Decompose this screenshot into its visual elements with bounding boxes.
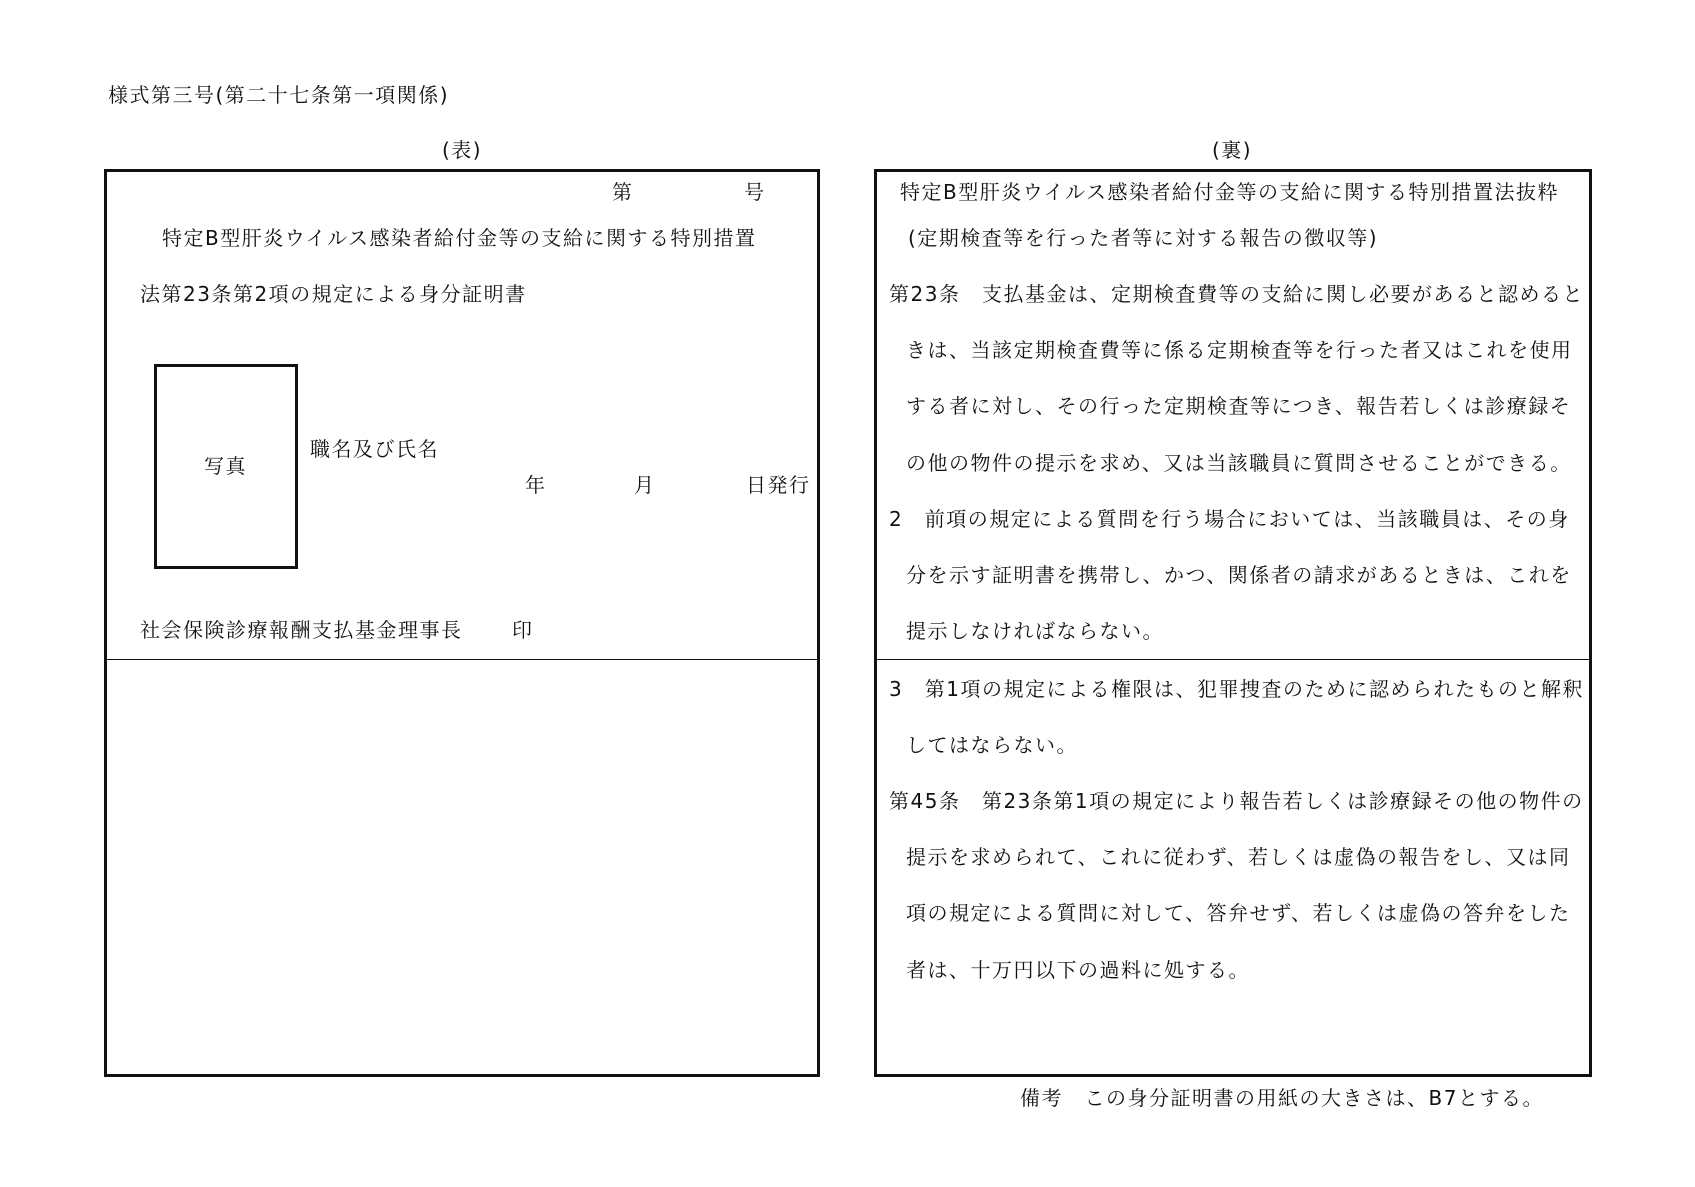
law-line: きは、当該定期検査費等に係る定期検査等を行った者又はこれを使用 — [906, 338, 1573, 362]
remarks-note: 備考 この身分証明書の用紙の大きさは、B7とする。 — [1020, 1086, 1544, 1110]
law-line: の他の物件の提示を求め、又は当該職員に質問させることができる。 — [906, 451, 1572, 475]
front-side-label: (表) — [442, 138, 483, 162]
name-label: 職名及び氏名 — [310, 437, 439, 461]
front-heading-line1: 特定B型肝炎ウイルス感染者給付金等の支給に関する特別措置 — [162, 226, 757, 250]
law-line: 2 前項の規定による質問を行う場合においては、当該職員は、その身 — [889, 507, 1570, 531]
date-issued: 日発行 — [746, 473, 811, 497]
law-line: してはならない。 — [906, 733, 1078, 757]
law-line: 提示を求められて、これに従わず、若しくは虚偽の報告をし、又は同 — [906, 845, 1571, 869]
back-subtitle: (定期検査等を行った者等に対する報告の徴収等) — [908, 226, 1379, 250]
number-prefix: 第 — [612, 180, 634, 204]
front-heading-line2: 法第23条第2項の規定による身分証明書 — [140, 282, 527, 306]
law-line: 提示しなければならない。 — [906, 619, 1164, 643]
back-title: 特定B型肝炎ウイルス感染者給付金等の支給に関する特別措置法抜粋 — [900, 180, 1560, 204]
back-side-label: (裏) — [1212, 138, 1253, 162]
law-line: 項の規定による質問に対して、答弁せず、若しくは虚偽の答弁をした — [906, 901, 1571, 925]
back-fold-line — [876, 659, 1590, 660]
law-line: する者に対し、その行った定期検査等につき、報告若しくは診療録そ — [906, 394, 1572, 418]
law-line: 分を示す証明書を携帯し、かつ、関係者の請求があるときは、これを — [906, 563, 1572, 587]
photo-label: 写真 — [204, 454, 247, 478]
law-line: 者は、十万円以下の過料に処する。 — [906, 958, 1250, 982]
law-line: 3 第1項の規定による権限は、犯罪捜査のために認められたものと解釈 — [889, 677, 1584, 701]
law-line: 第45条 第23条第1項の規定により報告若しくは診療録その他の物件の — [889, 789, 1584, 813]
front-fold-line — [106, 659, 818, 660]
number-suffix: 号 — [744, 180, 766, 204]
law-line: 第23条 支払基金は、定期検査費等の支給に関し必要があると認めると — [889, 282, 1584, 306]
date-month: 月 — [634, 473, 656, 497]
form-title: 様式第三号(第二十七条第一項関係) — [108, 83, 450, 107]
issuer: 社会保険診療報酬支払基金理事長 — [140, 618, 463, 642]
date-year: 年 — [525, 473, 547, 497]
seal-mark: 印 — [512, 618, 534, 642]
